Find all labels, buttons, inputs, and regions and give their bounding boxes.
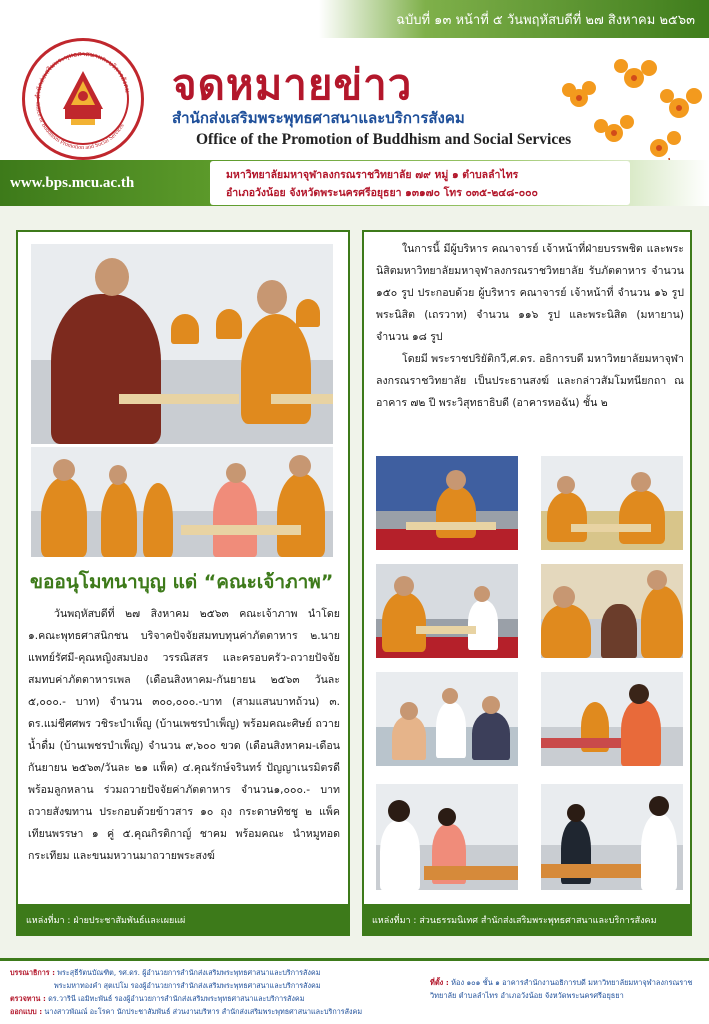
- svg-text:Office of Buddhism Promotion a: [34, 102, 126, 151]
- photo-right-2: [541, 456, 683, 550]
- right-paragraph-2: โดยมี พระราชปริยัติกวี,ศ.ดร. อธิการบดี มหาวิทยาลัยมหาจุฬาลงกรณราชวิทยาลัย เป็นประธานสงฆ์ และกล่าวสัมโมทนียกถา ณ อาคาร ๗๒ ปี พระวิสุทธาธิบดี (อาคารหอฉัน) ชั้น ๒: [376, 353, 684, 409]
- photo-right-4: [541, 564, 683, 658]
- logo-text-thai: สำนักส่งเสริมพระพุทธศาสนาและบริการสังคม: [33, 49, 132, 100]
- photo-monks-receiving-food: [31, 447, 333, 557]
- photo-right-6: [541, 672, 683, 766]
- right-source-credit: แหล่งที่มา : ส่วนธรรมนิเทศ สำนักส่งเสริมพระพุทธศาสนาและบริการสังคม: [364, 904, 690, 934]
- organization-logo: [22, 38, 144, 160]
- logo-text-ring: [22, 38, 144, 160]
- organization-name-thai: สำนักส่งเสริมพระพุทธศาสนาและบริการสังคม: [172, 109, 465, 127]
- logo-text-english: Office of Buddhism Promotion and Social Services: [33, 101, 126, 152]
- credit-line-editor: บรรณาธิการ : พระสุธีรัตนบัณฑิต, รศ.ดร. ผู้อำนวยการสำนักส่งเสริมพระพุทธศาสนาและบริการสังคม: [10, 968, 321, 977]
- office-location: [430, 976, 702, 1002]
- issue-date-line: ฉบับที่ ๑๓ หน้าที่ ๕ วันพฤหัสบดีที่ ๒๗ สิงหาคม ๒๕๖๓: [396, 13, 695, 28]
- svg-text:สำนักส่งเสริมพระพุทธศาสนาและบร: [34, 50, 132, 99]
- address-line-1: มหาวิทยาลัยมหาจุฬาลงกรณราชวิทยาลัย ๗๙ หมู่ ๑ ตำบลลำไทร: [226, 169, 519, 181]
- left-source-credit: แหล่งที่มา : ฝ่ายประชาสัมพันธ์และเผยแผ่: [18, 904, 348, 934]
- office-label: ที่ตั้ง :: [430, 978, 449, 987]
- address-line-2: อำเภอวังน้อย จังหวัดพระนครศรีอยุธยา ๑๓๑๗๐ โทร ๐๓๕-๒๔๘-๐๐๐: [226, 187, 538, 199]
- photo-right-3: [376, 564, 518, 658]
- credit-line-designer: ออกแบบ : นางสาวพัณณ์ อะโรคา นักประชาสัมพันธ์ ส่วนงานบริหาร สำนักส่งเสริมพระพุทธศาสนาและบริการสังคม: [10, 1007, 363, 1016]
- website-url[interactable]: www.bps.mcu.ac.th: [10, 175, 135, 191]
- left-body-text: วันพฤหัสบดีที่ ๒๗ สิงหาคม ๒๕๖๓ คณะเจ้าภาพ นำโดย ๑.คณะพุทธศาสนิกชน บริจาคปัจจัยสมทบทุนค่าภัตตาหาร ๒.นายแพทย์รัศมี-คุณหญิงสมปอง วรรณิสสร และครอบครัว-ถวายปัจจัยสมทบค่าภัตตาหารเพล (เดือนสิงหาคม-กันยายน ๒๕๖๓ วันละ ๕,๐๐๐.- บาท) จำนวน ๓๐๐,๐๐๐.-บาท (สามแสนบาทถ้วน) ๓. ดร.แม่ชีศศพร วชิระบำเพ็ญ (บ้านเพชรบำเพ็ญ) พร้อมคณะศิษย์ ถวายน้ำดื่ม (บ้านเพชรบำเพ็ญ) จำนวน ๙,๖๐๐ ขวด (เดือนสิงหาคม-เดือนกันยายน ๒๕๖๓/วันละ ๒๑ แพ็ค) ๔.คุณรักษ์จรินทร์ ปัญญาเนรมิตรดี พร้อมลูกหลาน ร่วมถวายปัจจัยค่าภัตตาหาร จำนวน๑,๐๐๐.- บาท ถวายสังฆทาน ประกอบด้วยข้าวสาร ๑๐ ถุง กระดาษทิชชู ๒ แพ็ค เทียนพรรษา ๑ คู่ ๕.คุณกิรติกาญ์ ชาคม พร้อมคณะ นำหมูทอดกระเทียม และขนมหวานมาถวายพระสงฆ์: [28, 608, 340, 862]
- left-headline: ขออนุโมทนาบุญ แด่ “คณะเจ้าภาพ”: [30, 571, 334, 593]
- organization-name-english: Office of the Promotion of Buddhism and Social Services: [196, 131, 572, 148]
- photo-right-7: [376, 784, 518, 890]
- office-text: ห้อง ๑๐๑ ชั้น ๑ อาคารสำนักงานอธิการบดี มหาวิทยาลัยมหาจุฬาลงกรณราชวิทยาลัย ตำบลลำไทร อำเภอวังน้อย จังหวัดพระนครศรีอยุธยา: [430, 978, 693, 1000]
- left-article-body: [28, 603, 340, 867]
- masthead-title: จดหมายข่าว: [172, 60, 413, 109]
- photo-monks-praying: [31, 244, 333, 444]
- photo-right-1: [376, 456, 518, 550]
- credit-line-deputy: พระมหาทองคำ สุตเปโม รองผู้อำนวยการสำนักส่งเสริมพระพุทธศาสนาและบริการสังคม: [54, 981, 321, 990]
- right-paragraph-1: ในการนี้ มีผู้บริหาร คณาจารย์ เจ้าหน้าที่ฝ่ายบรรพชิต และพระนิสิตมหาวิทยาลัยมหาจุฬาลงกรณราชวิทยาลัย รับภัตตาหาร จำนวน ๑๕๐ รูป ประกอบด้วย ผู้บริหาร คณาจารย์ เจ้าหน้าที่ จำนวน ๑๖ รูป พระนิสิต (เถรวาท) จำนวน ๑๑๖ รูป และพระนิสิต (มหายาน) จำนวน ๑๘ รูป: [376, 243, 684, 343]
- right-article-body: [376, 238, 684, 414]
- photo-right-8: [541, 784, 683, 890]
- editorial-credits: [10, 966, 420, 1018]
- photo-right-5: [376, 672, 518, 766]
- credit-line-proofreader: ตรวจทาน : ดร.วารินี เอมิทะพันธ์ รองผู้อำนวยการสำนักส่งเสริมพระพุทธศาสนาและบริการสังคม: [10, 994, 305, 1003]
